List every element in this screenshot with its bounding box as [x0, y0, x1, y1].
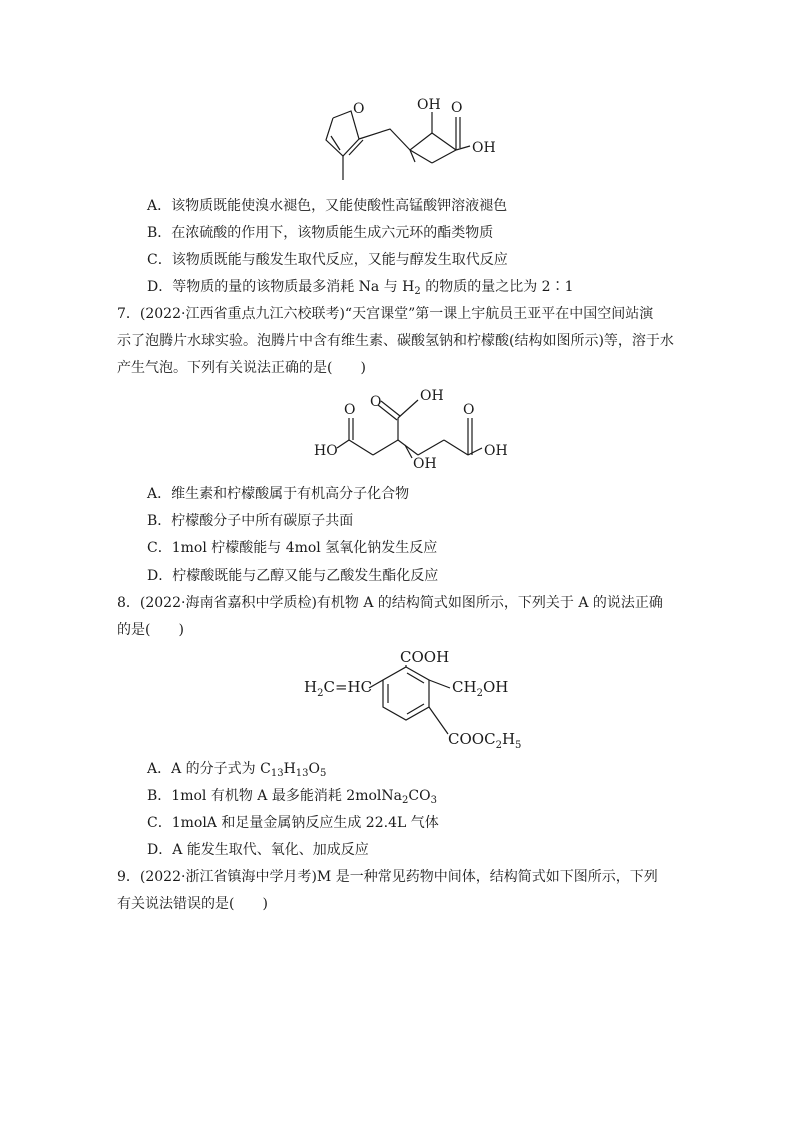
citric-center-oh: OH: [413, 456, 437, 472]
q8-ch2oh-label: $CH_2OH$: [452, 678, 509, 699]
carbonyl-oxygen: O: [451, 100, 463, 116]
hydroxyl-label: OH: [417, 97, 441, 113]
citric-left-o: O: [344, 402, 356, 418]
q8-cooh-label: COOH: [400, 648, 450, 666]
q8-ester-label: $COOC_2H_5$: [448, 730, 522, 751]
citric-left-ho: HO: [314, 443, 338, 459]
q7-stem-line2: 示了泡腾片水球实验。泡腾片中含有维生素、碳酸氢钠和柠檬酸(结构如图所示)等，溶于水: [117, 333, 674, 349]
q6-option-a: A．该物质既能使溴水褪色，又能使酸性高锰酸钾溶液褪色: [147, 198, 508, 214]
q7-option-c: C．1mol 柠檬酸能与 4mol 氢氧化钠发生反应: [147, 540, 438, 556]
q8-option-c: C．1molA 和足量金属钠反应生成 22.4L 气体: [147, 815, 439, 831]
furan-oxygen: O: [353, 101, 365, 117]
citric-right-o: O: [463, 402, 475, 418]
citric-top-oh: OH: [420, 388, 444, 404]
q6-option-c: C．该物质既能与酸发生取代反应，又能与醇发生取代反应: [147, 252, 508, 268]
citric-right-oh: OH: [484, 443, 508, 459]
q7-option-d: D．柠檬酸既能与乙醇又能与乙酸发生酯化反应: [147, 568, 439, 584]
q9-stem-line1: 9．(2022·浙江省镇海中学月考)M 是一种常见药物中间体，结构简式如下图所示，下列: [117, 869, 658, 885]
q7-stem-line3: 产生气泡。下列有关说法正确的是( ): [117, 360, 366, 376]
benzene-ring: [383, 667, 429, 720]
acid-hydroxyl: OH: [472, 140, 496, 156]
q6-option-b: B．在浓硫酸的作用下，该物质能生成六元环的酯类物质: [147, 225, 494, 241]
q8-stem-line2: 的是( ): [117, 622, 184, 638]
q8-option-a: A．A 的分子式为 $C_{13}H_{13}O_5$: [147, 761, 327, 779]
q9-stem-line2: 有关说法错误的是( ): [117, 896, 268, 912]
q6-option-d: D．等物质的量的该物质最多消耗 Na 与 $H_2$ 的物质的量之比为 2∶1: [147, 279, 574, 297]
q8-option-d: D．A 能发生取代、氧化、加成反应: [147, 842, 369, 858]
citric-top-o: O: [370, 394, 382, 410]
q7-option-a: A．维生素和柠檬酸属于有机高分子化合物: [147, 486, 410, 502]
q8-option-b: B．1mol 有机物 A 最多能消耗 $2molNa_2CO_3$: [147, 788, 437, 806]
q7-stem-line1: 7．(2022·江西省重点九江六校联考)“天宫课堂”第一课上宇航员王亚平在中国空间站演: [117, 306, 654, 322]
q8-stem-line1: 8．(2022·海南省嘉积中学质检)有机物 A 的结构简式如图所示，下列关于 A 的说法正确: [117, 595, 663, 611]
q7-option-b: B．柠檬酸分子中所有碳原子共面: [147, 513, 354, 529]
q8-vinyl-label: $H_2C=HC$: [304, 678, 373, 699]
